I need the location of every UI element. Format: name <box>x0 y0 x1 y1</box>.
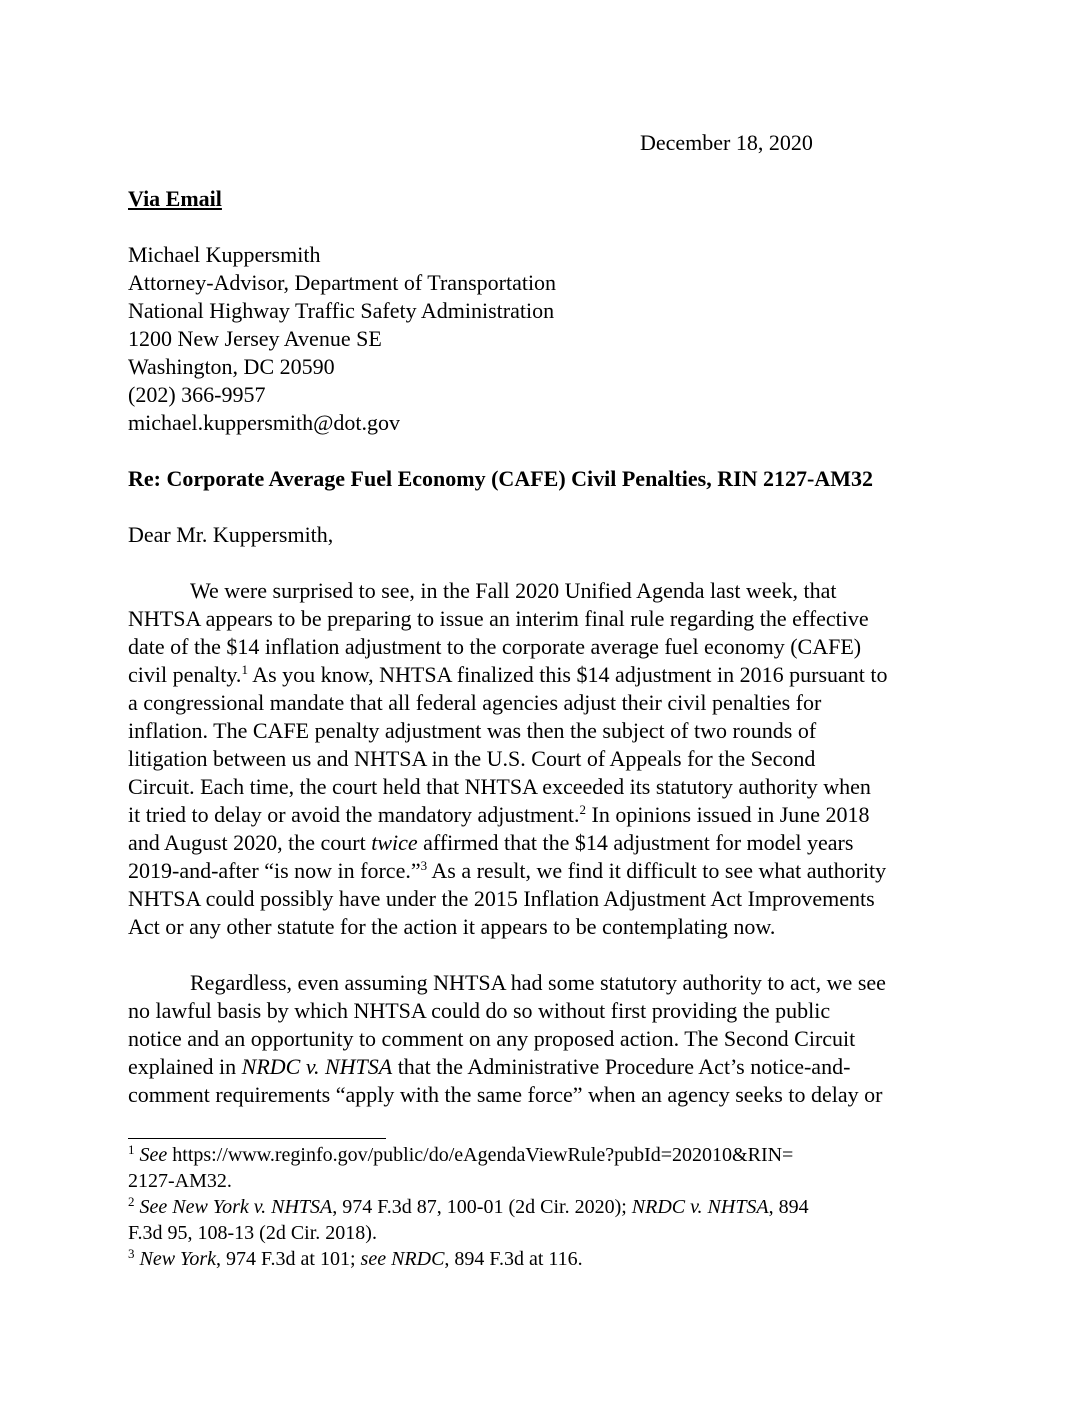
case-name: NRDC v. NHTSA <box>241 1054 393 1079</box>
recipient-name: Michael Kuppersmith <box>128 242 321 267</box>
paragraph-line: litigation between us and NHTSA in the U.S. Court of Appeals for the Second <box>128 746 816 771</box>
paragraph-line: NHTSA appears to be preparing to issue an interim final rule regarding the effective <box>128 606 869 631</box>
line-text: affirmed that the $14 adjustment for model years <box>417 830 854 855</box>
footnote-ref-2: 2 <box>579 802 586 817</box>
paragraph-line <box>128 857 888 885</box>
paragraph-line: comment requirements “apply with the same force” when an agency seeks to delay or <box>128 1082 883 1107</box>
footnote-3 <box>128 1246 809 1272</box>
footnote-1-cont: 2127-AM32. <box>128 1170 232 1192</box>
paragraph-line <box>128 829 888 857</box>
paragraph-line: a congressional mandate that all federal agencies adjust their civil penalties for <box>128 690 822 715</box>
line-text: As you know, NHTSA finalized this $14 adjustment in 2016 pursuant to <box>247 662 888 687</box>
line-text: As a result, we find it difficult to see what authority <box>427 858 887 883</box>
subject-line: Re: Corporate Average Fuel Economy (CAFE) Civil Penalties, RIN 2127-AM32 <box>128 466 874 491</box>
case-name: New York <box>139 1248 217 1270</box>
line-text: and August 2020, the court <box>128 830 372 855</box>
paragraph-2 <box>128 969 886 1109</box>
citation: , 974 F.3d at 101; <box>216 1248 361 1270</box>
line-text: In opinions issued in June 2018 <box>586 802 870 827</box>
paragraph-line: notice and an opportunity to comment on any proposed action. The Second Circuit <box>128 1026 856 1051</box>
letter-date: December 18, 2020 <box>640 130 813 155</box>
case-name: NRDC v. NHTSA <box>631 1196 769 1218</box>
footnote-number: 2 <box>128 1194 135 1209</box>
paragraph-line: NHTSA could possibly have under the 2015 Inflation Adjustment Act Improvements <box>128 886 875 911</box>
emphasis-twice: twice <box>371 830 418 855</box>
recipient-city: Washington, DC 20590 <box>128 354 335 379</box>
citation: , 894 <box>768 1196 809 1218</box>
footnote-2 <box>128 1194 809 1220</box>
paragraph-line: no lawful basis by which NHTSA could do so without first providing the public <box>128 998 831 1023</box>
footnote-number: 3 <box>128 1246 135 1261</box>
recipient-phone: (202) 366-9957 <box>128 382 266 407</box>
line-text: explained in <box>128 1054 242 1079</box>
paragraph-line <box>128 801 888 829</box>
paragraph-line <box>128 661 888 689</box>
citation: , 974 F.3d 87, 100-01 (2d Cir. 2020); <box>332 1196 632 1218</box>
footnote-ref-3: 3 <box>420 858 428 873</box>
salutation: Dear Mr. Kuppersmith, <box>128 522 334 547</box>
line-text: civil penalty. <box>128 662 242 687</box>
recipient-title: Attorney-Advisor, Department of Transportation <box>128 270 557 295</box>
delivery-method: Via Email <box>128 186 222 211</box>
line-text: 2019-and-after “is now in force.” <box>128 858 421 883</box>
footnote-number: 1 <box>128 1142 135 1157</box>
footnotes <box>128 1142 809 1272</box>
case-name: see NRDC <box>360 1248 445 1270</box>
footnote-1 <box>128 1142 809 1168</box>
paragraph-line: date of the $14 inflation adjustment to the corporate average fuel economy (CAFE) <box>128 634 862 659</box>
paragraph-line <box>128 1053 886 1081</box>
signal-see: See <box>139 1144 168 1166</box>
recipient-agency: National Highway Traffic Safety Administration <box>128 298 555 323</box>
paragraph-1 <box>128 577 888 941</box>
paragraph-line: We were surprised to see, in the Fall 2020 Unified Agenda last week, that <box>190 578 837 603</box>
recipient-email: michael.kuppersmith@dot.gov <box>128 410 400 435</box>
line-text: it tried to delay or avoid the mandatory adjustment. <box>128 802 580 827</box>
footnote-divider <box>128 1138 386 1139</box>
recipient-address-block <box>128 241 556 437</box>
recipient-street: 1200 New Jersey Avenue SE <box>128 326 382 351</box>
footnote-url: https://www.reginfo.gov/public/do/eAgendaViewRule?pubId=202010&RIN= <box>167 1144 794 1166</box>
paragraph-line: Act or any other statute for the action it appears to be contemplating now. <box>128 914 776 939</box>
paragraph-line: inflation. The CAFE penalty adjustment was then the subject of two rounds of <box>128 718 817 743</box>
citation: , 894 F.3d at 116. <box>444 1248 583 1270</box>
paragraph-line: Regardless, even assuming NHTSA had some statutory authority to act, we see <box>190 970 886 995</box>
paragraph-line: Circuit. Each time, the court held that NHTSA exceeded its statutory authority when <box>128 774 871 799</box>
line-text: that the Administrative Procedure Act’s notice-and- <box>392 1054 851 1079</box>
footnote-ref-1: 1 <box>241 662 248 677</box>
footnote-2-cont: F.3d 95, 108-13 (2d Cir. 2018). <box>128 1222 377 1244</box>
case-name: See New York v. NHTSA <box>139 1196 333 1218</box>
